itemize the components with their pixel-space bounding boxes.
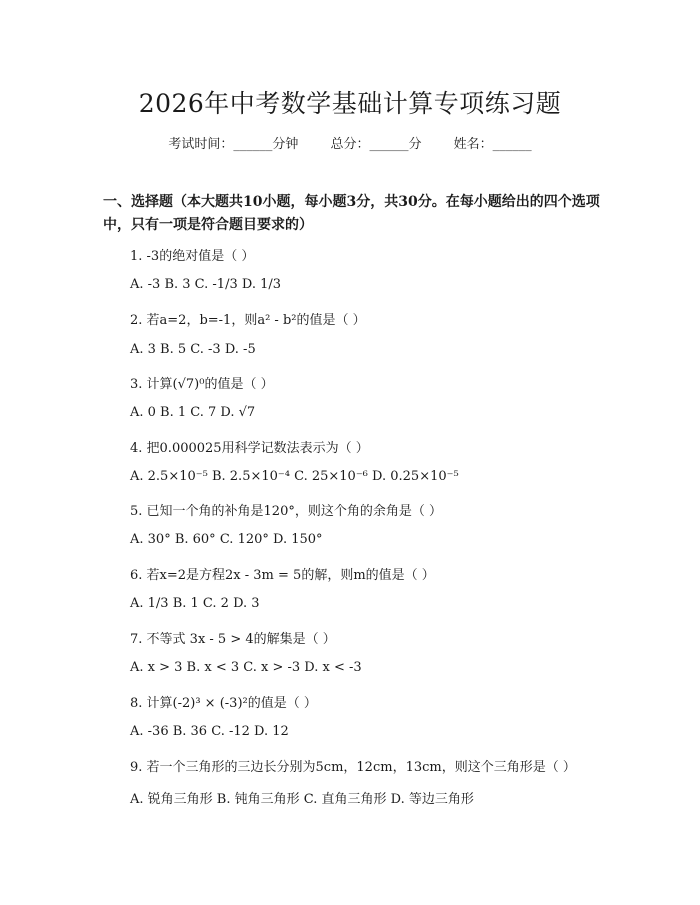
question-6: 6. 若x=2是方程2x - 3m = 5的解，则m的值是（ ） (130, 568, 435, 583)
question-6-options: A. 1/3 B. 1 C. 2 D. 3 (130, 596, 260, 611)
question-4-options: A. 2.5×10⁻⁵ B. 2.5×10⁻⁴ C. 25×10⁻⁶ D. 0.25×10⁻⁵ (130, 469, 459, 484)
question-5: 5. 已知一个角的补角是120°，则这个角的余角是（ ） (130, 504, 442, 519)
question-7: 7. 不等式 3x - 5 > 4的解集是（ ） (130, 632, 336, 647)
question-2-options: A. 3 B. 5 C. -3 D. -5 (130, 342, 256, 357)
question-4: 4. 把0.000025用科学记数法表示为（ ） (130, 441, 369, 456)
question-9: 9. 若一个三角形的三边长分别为5cm，12cm，13cm，则这个三角形是（ ） (130, 760, 576, 775)
student-name-field: 姓名：______ (453, 137, 532, 152)
question-8: 8. 计算(-2)³ × (-3)²的值是（ ） (130, 696, 317, 711)
question-2: 2. 若a=2，b=-1，则a² - b²的值是（ ） (130, 313, 366, 328)
question-1-options: A. -3 B. 3 C. -1/3 D. 1/3 (130, 277, 282, 292)
section-heading: 一、选择题（本大题共10小题，每小题3分，共30分。在每小题给出的四个选项中，只有一项是符合题目要求的） (103, 194, 600, 233)
question-9-options: A. 锐角三角形 B. 钝角三角形 C. 直角三角形 D. 等边三角形 (130, 792, 474, 807)
question-5-options: A. 30° B. 60° C. 120° D. 150° (130, 532, 323, 547)
question-7-options: A. x > 3 B. x < 3 C. x > -3 D. x < -3 (130, 660, 362, 675)
exam-time-field: 考试时间：______分钟 (168, 137, 299, 152)
question-3-options: A. 0 B. 1 C. 7 D. √7 (130, 405, 256, 420)
question-8-options: A. -36 B. 36 C. -12 D. 12 (130, 724, 289, 739)
total-score-field: 总分：______分 (330, 137, 422, 152)
exam-title: 2026年中考数学基础计算专项练习题 (138, 89, 562, 118)
question-1: 1. -3的绝对值是（ ） (130, 249, 255, 264)
exam-info-line (0, 133, 700, 152)
question-3: 3. 计算(√7)⁰的值是（ ） (130, 377, 274, 392)
